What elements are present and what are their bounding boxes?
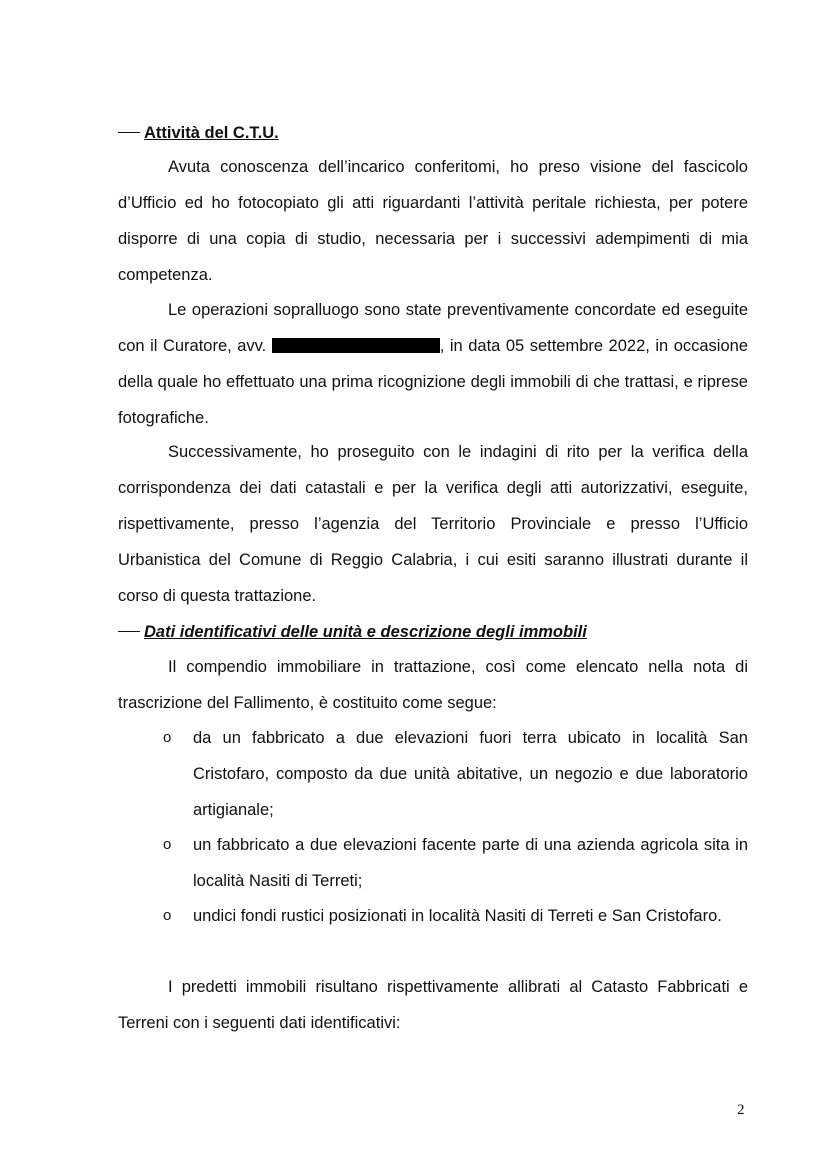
heading-text: Dati identificativi delle unità e descrizione degli immobili <box>144 623 587 641</box>
list-item: da un fabbricato a due elevazioni fuori terra ubicato in località San Cristofaro, composto da due unità abitative, un negozio e due laboratorio artigianale; <box>193 729 748 819</box>
paragraph-sopralluogo <box>118 292 748 436</box>
bullet-marker: o <box>163 729 172 746</box>
redacted-name <box>272 338 440 353</box>
paragraph-text: Le operazioni sopralluogo sono state preventivamente concordate ed eseguite con il Curatore, avv. <box>118 301 748 355</box>
heading-dash <box>118 132 140 133</box>
paragraph-compendio: Il compendio immobiliare in trattazione, così come elencato nella nota di trascrizione del Fallimento, è costituito come segue: <box>118 658 748 712</box>
section-heading-ctu <box>118 121 279 145</box>
bullet-marker: o <box>163 907 172 924</box>
heading-text: Attività del C.T.U. <box>144 124 279 142</box>
page-number: 2 <box>737 1102 745 1118</box>
list-item: undici fondi rustici posizionati in località Nasiti di Terreti e San Cristofaro. <box>193 907 722 925</box>
list-item: un fabbricato a due elevazioni facente parte di una azienda agricola sita in località Nasiti di Terreti; <box>193 836 748 890</box>
paragraph-incarico: Avuta conoscenza dell’incarico conferitomi, ho preso visione del fascicolo d’Ufficio ed ho fotocopiato gli atti riguardanti l’attività peritale richiesta, per potere disporre di una copia di studio, necessaria per i successivi adempimenti di mia competenza. <box>118 158 748 284</box>
heading-dash <box>118 631 140 632</box>
paragraph-indagini: Successivamente, ho proseguito con le indagini di rito per la verifica della corrispondenza dei dati catastali e per la verifica degli atti autorizzativi, eseguite, rispettivamente, presso l’agenzia del Territorio Provinciale e presso l’Ufficio Urbanistica del Comune di Reggio Calabria, i cui esiti saranno illustrati durante il corso di questa trattazione. <box>118 443 748 605</box>
paragraph-catasto: I predetti immobili risultano rispettivamente allibrati al Catasto Fabbricati e Terreni con i seguenti dati identificativi: <box>118 978 748 1032</box>
section-heading-dati <box>118 620 587 644</box>
bullet-marker: o <box>163 836 172 853</box>
paragraph-text: , in data 05 settembre 2022, in occasione della quale ho effettuato una prima ricognizione degli immobili di che trattasi, e riprese fotografiche. <box>118 337 749 427</box>
